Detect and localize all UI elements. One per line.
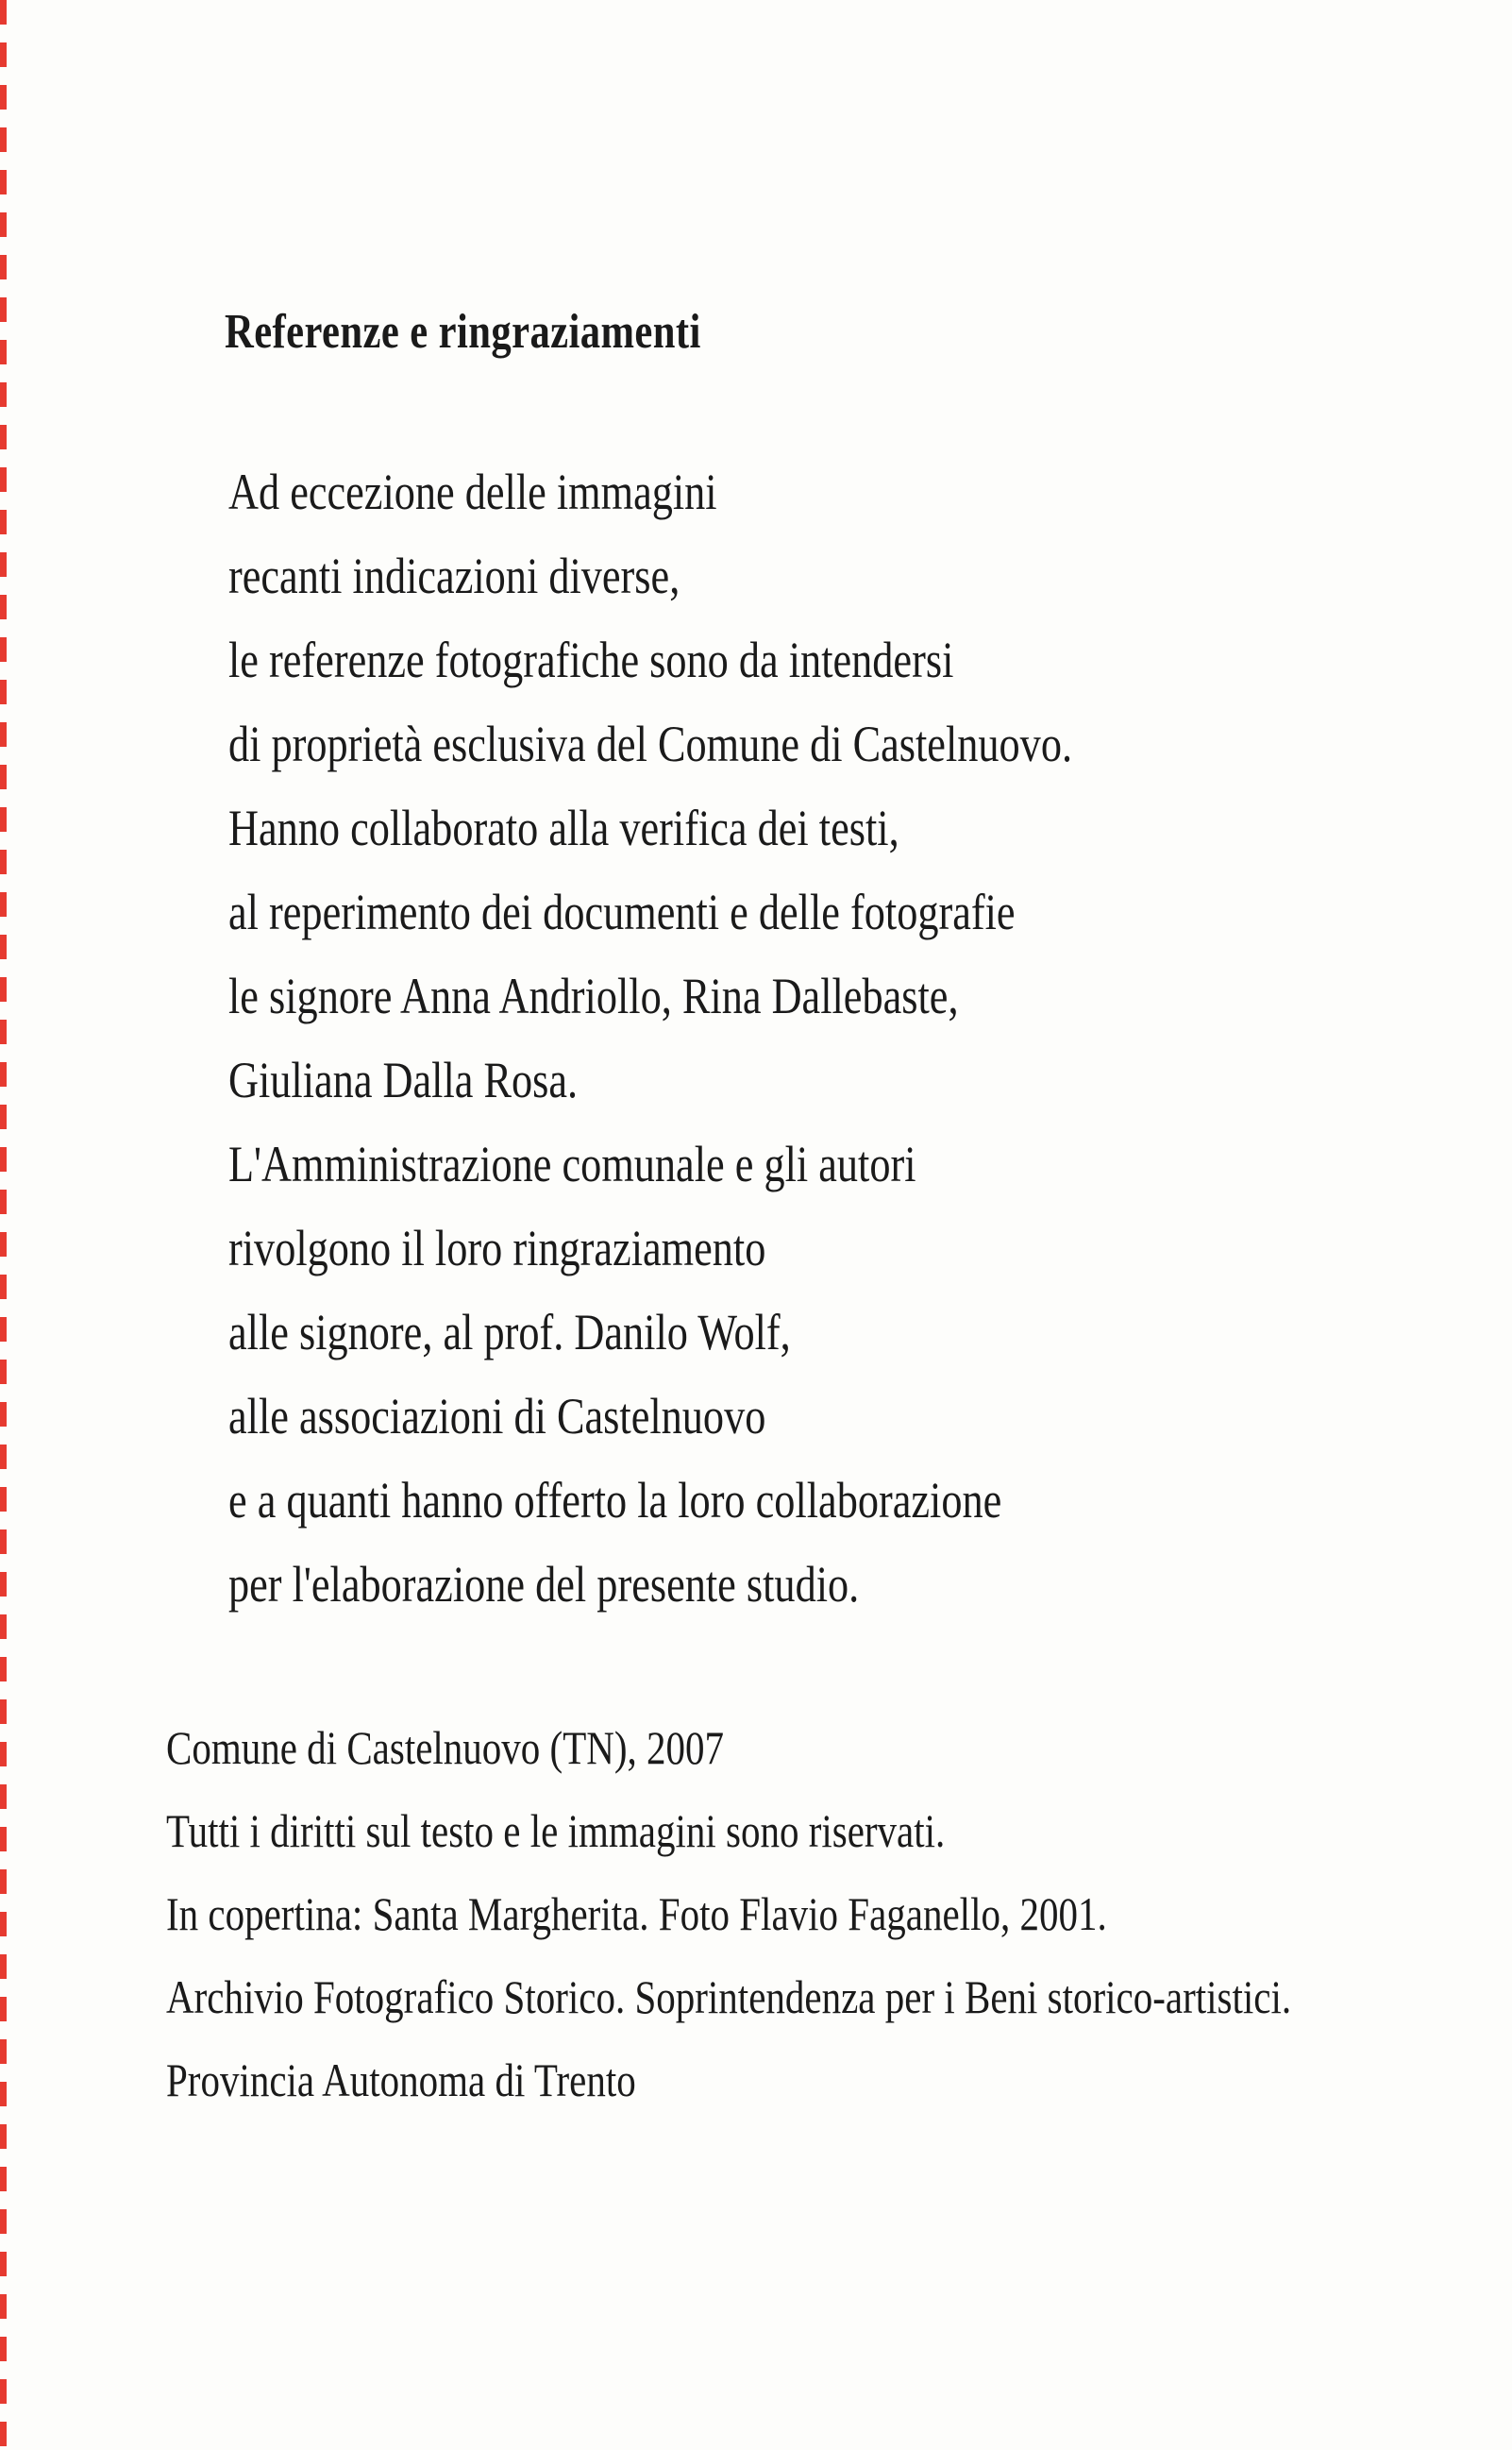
body-line: Giuliana Dalla Rosa. — [228, 1052, 579, 1108]
body-line: di proprietà esclusiva del Comune di Castelnuovo. — [228, 716, 1073, 772]
body-line: le referenze fotografiche sono da intendersi — [228, 632, 954, 688]
body-line: le signore Anna Andriollo, Rina Dallebaste, — [228, 968, 959, 1024]
body-line: L'Amministrazione comunale e gli autori — [228, 1136, 916, 1192]
acknowledgments-text — [228, 450, 1505, 1627]
scan-edge-red-marks — [0, 0, 7, 2450]
body-line: alle associazioni di Castelnuovo — [228, 1388, 766, 1445]
body-line: per l'elaborazione del presente studio. — [228, 1556, 860, 1613]
body-line: e a quanti hanno offerto la loro collaborazione — [228, 1472, 1002, 1529]
page-title: Referenze e ringraziamenti — [225, 305, 701, 359]
body-line: rivolgono il loro ringraziamento — [228, 1220, 766, 1276]
colophon-text — [166, 1706, 1497, 2121]
body-line: Hanno collaborato alla verifica dei testi, — [228, 800, 899, 856]
colophon-line: Archivio Fotografico Storico. Soprintendenza per i Beni storico-artistici. — [166, 1970, 1292, 2023]
colophon-line: Provincia Autonoma di Trento — [166, 2053, 636, 2106]
body-line: alle signore, al prof. Danilo Wolf, — [228, 1304, 791, 1360]
body-line: recanti indicazioni diverse, — [228, 548, 680, 604]
colophon-line: In copertina: Santa Margherita. Foto Flavio Faganello, 2001. — [166, 1887, 1107, 1940]
body-line: al reperimento dei documenti e delle fotografie — [228, 884, 1016, 940]
colophon-line: Tutti i diritti sul testo e le immagini sono riservati. — [166, 1804, 946, 1857]
colophon-line: Comune di Castelnuovo (TN), 2007 — [166, 1721, 725, 1774]
body-line: Ad eccezione delle immagini — [228, 464, 717, 520]
